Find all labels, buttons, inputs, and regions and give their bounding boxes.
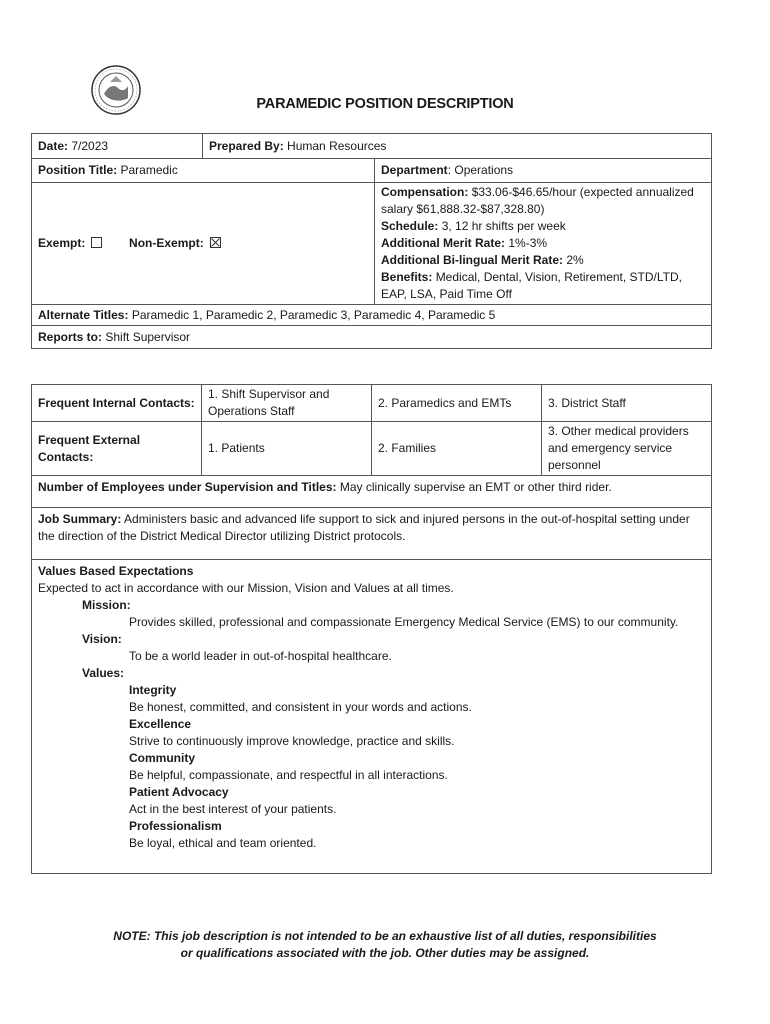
external-contact-1: 1. Patients bbox=[202, 422, 372, 476]
value-name: Patient Advocacy bbox=[129, 785, 229, 799]
compensation-cell: Compensation: $33.06-$46.65/hour (expected annualized salary $61,888.32-$87,328.80) Schedule: 3, 12 hr shifts per week Additional Merit Rate: 1%-3% Additional Bi-lingual Merit Rate: 2% Benefits: Medical, Dental, Vision, Retirement, STD/LTD, EAP, LSA, Paid Time Off bbox=[375, 183, 712, 305]
vision-text: To be a world leader in out-of-hospital healthcare. bbox=[129, 649, 392, 663]
values-intro: Expected to act in accordance with our Mission, Vision and Values at all times. bbox=[38, 581, 454, 595]
alternate-titles-cell: Alternate Titles: Paramedic 1, Paramedic 2, Paramedic 3, Paramedic 4, Paramedic 5 bbox=[32, 305, 712, 326]
page-title: PARAMEDIC POSITION DESCRIPTION bbox=[256, 96, 514, 112]
internal-contact-2: 2. Paramedics and EMTs bbox=[372, 385, 542, 422]
reports-to-cell: Reports to: Shift Supervisor bbox=[32, 326, 712, 349]
value-text: Be helpful, compassionate, and respectful in all interactions. bbox=[129, 768, 448, 782]
values-section bbox=[32, 560, 712, 874]
vision-label: Vision: bbox=[82, 632, 122, 646]
value-name: Community bbox=[129, 751, 195, 765]
values-label: Values: bbox=[82, 666, 125, 680]
mission-text: Provides skilled, professional and compassionate Emergency Medical Service (EMS) to our community. bbox=[129, 615, 679, 629]
position-title-cell: Position Title: Paramedic bbox=[32, 159, 375, 183]
value-text: Act in the best interest of your patients. bbox=[129, 802, 337, 816]
value-name: Integrity bbox=[129, 683, 177, 697]
contacts-table bbox=[31, 384, 712, 874]
internal-contact-3: 3. District Staff bbox=[542, 385, 712, 422]
department-cell: Department: Operations bbox=[375, 159, 712, 183]
value-text: Be loyal, ethical and team oriented. bbox=[129, 836, 317, 850]
supervision-cell: Number of Employees under Supervision and Titles: May clinically supervise an EMT or other third rider. bbox=[32, 476, 712, 508]
values-heading: Values Based Expectations bbox=[38, 564, 194, 578]
disclaimer-note: NOTE: This job description is not intended to be an exhaustive list of all duties, responsibilities or qualifications associated with the job. Other duties may be assigned. bbox=[113, 929, 657, 960]
internal-contacts-label: Frequent Internal Contacts: bbox=[32, 385, 202, 422]
value-text: Be honest, committed, and consistent in your words and actions. bbox=[129, 700, 472, 714]
mission-label: Mission: bbox=[82, 598, 131, 612]
value-text: Strive to continuously improve knowledge, practice and skills. bbox=[129, 734, 455, 748]
exempt-checkbox[interactable] bbox=[91, 237, 102, 248]
job-summary-cell: Job Summary: Administers basic and advanced life support to sick and injured persons in the out-of-hospital setting under the direction of the District Medical Director utilizing District protocols. bbox=[32, 508, 712, 560]
external-contact-3: 3. Other medical providers and emergency service personnel bbox=[542, 422, 712, 476]
non-exempt-checkbox[interactable] bbox=[210, 237, 221, 248]
internal-contact-1: 1. Shift Supervisor and Operations Staff bbox=[202, 385, 372, 422]
value-name: Professionalism bbox=[129, 819, 222, 833]
prepared-by-cell: Prepared By: Human Resources bbox=[203, 134, 712, 159]
position-header-table bbox=[31, 133, 712, 349]
external-contacts-label: Frequent External Contacts: bbox=[32, 422, 202, 476]
exempt-status-cell: Exempt: Non-Exempt: bbox=[32, 183, 375, 305]
date-cell: Date: 7/2023 bbox=[32, 134, 203, 159]
external-contact-2: 2. Families bbox=[372, 422, 542, 476]
value-name: Excellence bbox=[129, 717, 192, 731]
